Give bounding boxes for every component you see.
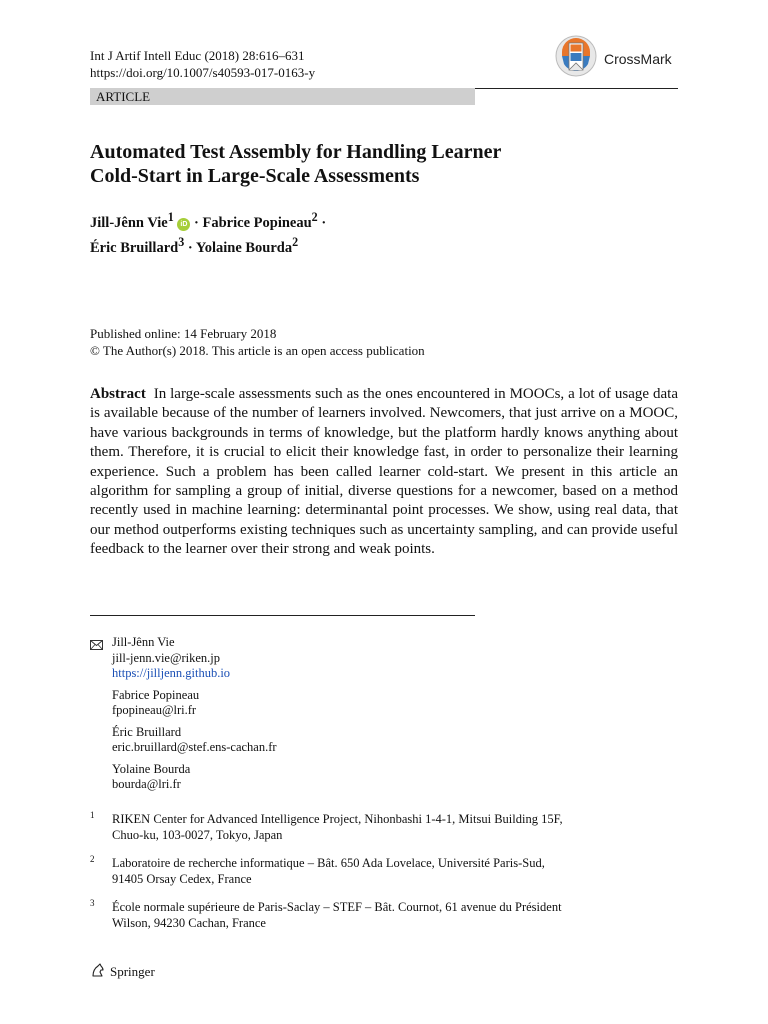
copyright-notice: © The Author(s) 2018. This article is an open access publication bbox=[90, 343, 425, 358]
affiliation-text bbox=[112, 900, 672, 931]
author-name: Yolaine Bourda bbox=[195, 239, 293, 256]
title-line-2: Cold-Start in Large-Scale Assessments bbox=[90, 165, 420, 187]
contact-email[interactable]: jill-jenn.vie@riken.jp bbox=[112, 650, 221, 665]
affiliation-text bbox=[112, 856, 672, 887]
affiliation-line: 91405 Orsay Cedex, France bbox=[112, 871, 252, 886]
author-line-1 bbox=[90, 208, 650, 233]
author-name: Éric Bruillard bbox=[90, 239, 179, 256]
article-type-bar bbox=[90, 88, 475, 105]
contact-name: Éric Bruillard bbox=[112, 724, 182, 739]
author-separator: · bbox=[194, 214, 199, 231]
envelope-icon bbox=[90, 637, 103, 655]
abstract-heading: Abstract bbox=[90, 386, 146, 402]
affiliation-line: RIKEN Center for Advanced Intelligence Project, Nihonbashi 1-4-1, Mitsui Building 15F, bbox=[112, 812, 563, 826]
title-line-1: Automated Test Assembly for Handling Learner bbox=[90, 141, 502, 163]
affiliation-line: Wilson, 94230 Cachan, France bbox=[112, 915, 266, 930]
author-separator: · bbox=[321, 214, 327, 231]
contact-entry bbox=[112, 725, 532, 756]
author-contacts bbox=[112, 635, 532, 799]
article-type-label: ARTICLE bbox=[96, 89, 151, 104]
publisher-name: Springer bbox=[110, 964, 155, 979]
contact-email[interactable]: eric.bruillard@stef.ens-cachan.fr bbox=[112, 740, 277, 754]
author-affiliation-marker: 3 bbox=[178, 234, 185, 249]
doi-link[interactable]: https://doi.org/10.1007/s40593-017-0163-y bbox=[90, 65, 316, 80]
footnote-rule bbox=[90, 615, 475, 616]
author-separator: · bbox=[187, 239, 193, 256]
crossmark-icon bbox=[552, 34, 600, 83]
paper-title bbox=[90, 140, 650, 188]
author-name: Fabrice Popineau bbox=[202, 214, 312, 231]
author-affiliation-marker: 2 bbox=[292, 234, 299, 249]
abstract-text: In large-scale assessments such as the ones encountered in MOOCs, a lot of usage data is available because of the number of learners involved. Newcomers, that just arrive on a MOOC, have various backgrounds in terms of knowledge, but the platform hardly knows anything about them. Therefore, it is crucial to elicit their knowledge fast, in order to personalize their learning experience. Such a problem has been called learner cold-start. We present in this article an algorithm for sampling a group of initial, diverse questions for a newcomer, based on a method recently used in machine learning: determinantal point processes. We show, using real data, that our method outperforms existing techniques such as uncertainty sampling, and can provide useful feedback to the learner over their strong and weak points. bbox=[90, 386, 678, 558]
publisher-logo bbox=[90, 962, 155, 982]
journal-citation: Int J Artif Intell Educ (2018) 28:616–631 bbox=[90, 48, 305, 63]
affiliation-text bbox=[112, 812, 672, 843]
contact-entry bbox=[112, 635, 532, 682]
crossmark-badge[interactable] bbox=[552, 34, 672, 83]
header-rule bbox=[475, 88, 678, 89]
contact-name: Jill-Jênn Vie bbox=[112, 635, 175, 649]
contact-entry bbox=[112, 688, 532, 719]
springer-horse-icon bbox=[90, 962, 106, 982]
author-affiliation-marker: 2 bbox=[311, 210, 318, 224]
affiliation-number: 1 bbox=[90, 810, 95, 820]
publication-info bbox=[90, 325, 425, 359]
affiliation-line: Laboratoire de recherche informatique – Bât. 650 Ada Lovelace, Université Paris-Sud, bbox=[112, 856, 545, 870]
contact-url[interactable]: https://jilljenn.github.io bbox=[112, 666, 231, 680]
affiliation-line: École normale supérieure de Paris-Saclay – STEF – Bât. Cournot, 61 avenue du Président bbox=[112, 900, 562, 914]
author-line-2 bbox=[90, 233, 650, 258]
affiliation-number: 3 bbox=[90, 898, 95, 908]
contact-name: Fabrice Popineau bbox=[112, 687, 200, 702]
affiliation-number: 2 bbox=[90, 854, 95, 864]
crossmark-label: CrossMark bbox=[604, 50, 672, 67]
contact-name: Yolaine Bourda bbox=[112, 761, 191, 776]
contact-email[interactable]: fpopineau@lri.fr bbox=[112, 703, 197, 717]
orcid-icon[interactable]: iD bbox=[177, 218, 190, 231]
contact-entry bbox=[112, 762, 532, 793]
contact-email[interactable]: bourda@lri.fr bbox=[112, 777, 181, 791]
author-name: Jill-Jênn Vie bbox=[90, 214, 168, 231]
author-affiliation-marker: 1 bbox=[167, 210, 174, 224]
author-list bbox=[90, 208, 650, 258]
published-date: Published online: 14 February 2018 bbox=[90, 326, 277, 341]
abstract bbox=[90, 385, 678, 560]
affiliation-line: Chuo-ku, 103-0027, Tokyo, Japan bbox=[112, 827, 283, 842]
